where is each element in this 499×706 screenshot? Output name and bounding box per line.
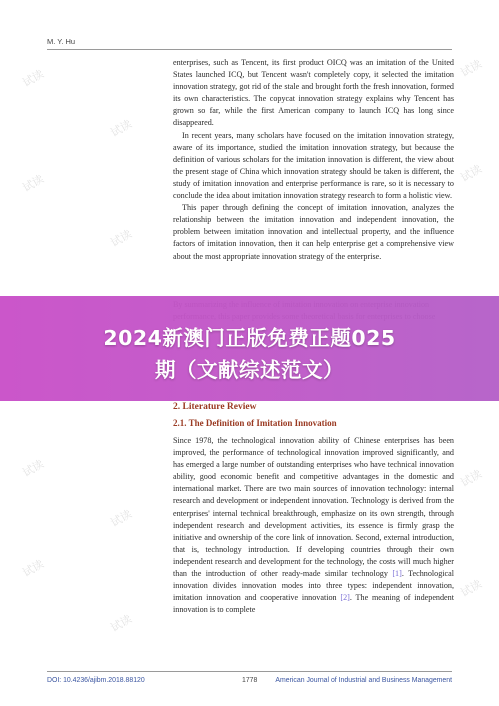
watermark-text: 试读 bbox=[20, 172, 47, 195]
body-text: . The meaning of independent innovation is to complete bbox=[173, 593, 454, 615]
body-text: . Technological innovation divides innovation modes into three types: independent innovation, imitation innovation and cooperative innovation bbox=[173, 569, 455, 603]
intro-paragraph: This paper through defining the concept of imitation innovation, analyzes the relationship between the imitation innovation and independent innovation, the problem between imitation innovation and intellectual property, and the influence factors of imitation innovation, then it can help enterprise get a comprehensive view about the most appropriate innovation strategy of the enterprise. bbox=[173, 203, 454, 261]
watermark-text: 试读 bbox=[458, 162, 485, 185]
citation-link[interactable]: [1] bbox=[392, 569, 402, 579]
citation-link[interactable]: [2] bbox=[340, 593, 350, 603]
watermark-text: 试读 bbox=[108, 507, 135, 530]
watermark-text: 试读 bbox=[108, 612, 135, 635]
body-text-column bbox=[173, 435, 454, 616]
watermark-text: 试读 bbox=[458, 57, 485, 80]
footer-doi: DOI: 10.4236/ajibm.2018.88120 bbox=[47, 677, 145, 684]
banner-title-line-2: 期（文献综述范文） bbox=[155, 358, 344, 382]
body-paragraph bbox=[173, 435, 454, 616]
running-header-author: M. Y. Hu bbox=[47, 37, 76, 46]
watermark-text: 试读 bbox=[20, 67, 47, 90]
subsection-heading: 2.1. The Definition of Imitation Innovation bbox=[173, 418, 337, 428]
body-text: Since 1978, the technological innovation ability of Chinese enterprises has been improved, the performance of technological innovation improved significantly, and has emerged a large number of outstanding enterprises who have technical innovation ability, good economic benefit and competitive advantages in the domestic and international market. There are two main sources of innovation technology: internal research and development or independent innovation. Technology is derived from the enterprises' internal technical breakthrough, emphasize on its own strength, through independent research and development activities, its essence is firmly grasp the initiative and ownership of the core link of innovation. Second, external introduction, that is, technology introduction. If developing countries through their own independent research and development for the technology, the costs will much higher than the introduction of other ready-made similar technology bbox=[173, 436, 454, 579]
intro-paragraph: enterprises, such as Tencent, its first product OICQ was an imitation of the United States launched ICQ, but Tencent wasn't completely copy, it selected the imitation innovation strategy, got rid of the stale and brought forth the fresh innovation, formed its own characteristics. The copycat innovation strategy explains why Tencent has grown so far, while the first American company to launch ICQ has long since disappeared. bbox=[173, 58, 454, 128]
watermark-text: 试读 bbox=[458, 577, 485, 600]
intro-text-column bbox=[173, 57, 454, 263]
section-heading: 2. Literature Review bbox=[173, 402, 257, 412]
footer-rule bbox=[47, 671, 452, 672]
intro-paragraph: In recent years, many scholars have focused on the imitation innovation strategy, aware of its importance, studied the imitation innovation strategy, but because the definition of various scholars for the imitation innovation is different, the view about the present stage of China which innovation strategy should be taken is different, the study of imitation innovation and enterprise performance is rare, so it is necessary to conclude the idea about imitation innovation strategy research to form a holistic view. bbox=[173, 130, 454, 201]
watermark-text: 试读 bbox=[20, 457, 47, 480]
footer-journal-name: American Journal of Industrial and Business Management bbox=[275, 677, 452, 684]
footer-page-number: 1778 bbox=[242, 677, 258, 684]
watermark-text: 试读 bbox=[20, 557, 47, 580]
watermark-text: 试读 bbox=[108, 117, 135, 140]
watermark-text: 试读 bbox=[458, 467, 485, 490]
banner-title-line-1: 2024新澳门正版免费正题025 bbox=[103, 326, 396, 350]
header-rule bbox=[47, 49, 452, 50]
watermark-text: 试读 bbox=[108, 227, 135, 250]
